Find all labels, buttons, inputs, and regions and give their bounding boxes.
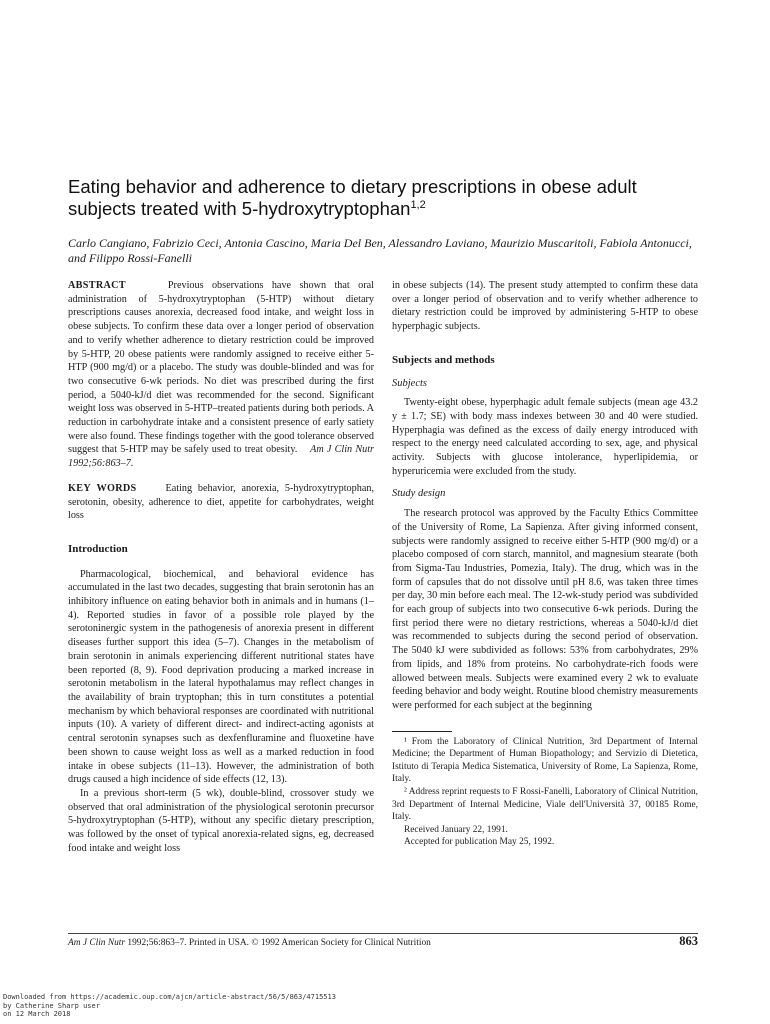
abstract-citation: Am J Clin Nutr 1992;56:863–7.	[68, 444, 375, 470]
footnote-2: ² Address reprint requests to F Rossi-Fanelli, Laboratory of Clinical Nutrition, 3rd Department of Internal Medicine, Viale dell'Università 37, 00185 Rome, Italy.	[392, 787, 698, 823]
introduction-paragraph-2-continued: in obese subjects (14). The present study attempted to confirm these data over a longer period of observation and to verify whether adherence to dietary restriction could be improved by administering 5-HTP to obese hyperphagic subjects.	[392, 280, 698, 333]
key-words-text: Eating behavior, anorexia, 5-hydroxytryptophan, serotonin, obesity, adherence to diet, appetite for carbohydrates, weight loss	[68, 482, 375, 522]
footer-citation	[68, 937, 568, 949]
author-list: Carlo Cangiano, Fabrizio Ceci, Antonia Cascino, Maria Del Ben, Alessandro Laviano, Maurizio Muscaritoli, Fabiola Antonucci, and Filippo Rossi-Fanelli	[68, 236, 692, 265]
article-title-text: Eating behavior and adherence to dietary prescriptions in obese adult subjects treated with 5-hydroxytryptophan	[68, 176, 637, 219]
title-footnote-marker: 1,2	[410, 198, 426, 211]
footer-rule	[68, 933, 698, 934]
study-design-paragraph: The research protocol was approved by the Faculty Ethics Committee of the University of Rome, La Sapienza. After giving informed consent, subjects were randomly assigned to receive either 5-HTP (900 mg/d) or a placebo composed of corn starch, mannitol, and magnesium stearate (both from Sigma-Tau Industries, Pomezia, Italy). The drug, which was in the form of capsules that do not dissolve until pH 8.6, was taken three times per day, 30 min before each meal. The 12-wk-study period was subdivided for each group of subjects into two consecutive 6-wk periods. During the first period there were no dietary restrictions, whereas a 5040-kJ/d diet was recommended to subjects during the second period of observation. The 5040 kJ were subdivided as follows: 53% from carbohydrates, 29% from lipids, and 18% from proteins. No carbohydrate-rich foods were allowed between meals. Subjects were examined every 2 wk to evaluate feeding behavior and body weight. Routine blood chemistry measurements were performed for each subject at the beginning	[392, 508, 698, 711]
study-design-subheading: Study design	[392, 488, 446, 500]
introduction-heading: Introduction	[68, 542, 128, 555]
key-words	[68, 482, 374, 523]
footer-journal-abbrev: Am J Clin Nutr	[68, 938, 126, 948]
left-column	[68, 279, 374, 855]
abstract-text: Previous observations have shown that oral administration of 5-hydroxytryptophan (5-HTP) without dietary prescriptions causes anorexia, decreased food intake, and weight loss in obese subjects. To confirm these data over a longer period of observation and to verify whether adherence to dietary restriction could be improved by 5-HTP, 20 obese patients were randomly assigned to receive either 5-HTP (900 mg/d) or a placebo. The study was double-blinded and was for two consecutive 6-wk periods. No diet was prescribed during the first period, a 5040-kJ/d diet was recommended for the second. Significant weight loss was observed in 5-HTP–treated patients during both periods. A reduction in carbohydrate intake and a consistent presence of early satiety were also found. These findings together with the good tolerance observed suggest that 5-HTP may be safely used to treat obesity.	[68, 280, 374, 456]
abstract-heading: ABSTRACT	[68, 280, 126, 291]
right-column	[392, 279, 698, 849]
accepted-date: Accepted for publication May 25, 1992.	[404, 837, 555, 848]
footnote-rule	[392, 731, 452, 732]
footnotes	[392, 731, 698, 849]
download-note-line-3: on 12 March 2018	[3, 1010, 71, 1019]
page-number: 863	[679, 934, 698, 948]
introduction-paragraph-1: Pharmacological, biochemical, and behavioral evidence has accumulated in the last two decades, suggesting that brain serotonin has an inhibitory influence on eating behavior both in animals and in humans (1–4). Reported studies in favor of a possible role played by the serotoninergic system in the pathogenesis of anorexia present in different diseases further support this idea (5–7). Changes in the metabolism of brain serotonin in animals experiencing different nutritional states have been reported (8, 9). Food deprivation producing a marked increase in serotonin metabolism in the lateral hypothalamus may reflect changes in the availability of brain tryptophan; this in turn constitutes a potential mechanism by which behavioral responses are coordinated with nutritional inputs (10). A variety of different direct- and indirect-acting agonists at central serotonin synapses such as dexfenfluramine and fluoxetine have been shown to cause weight loss as well as a marked reduction in food intake in obese subjects (11–13). However, the administration of both drugs caused a high incidence of side effects (12, 13).	[68, 568, 374, 786]
received-date: Received January 22, 1991.	[404, 824, 508, 835]
key-words-heading: KEY WORDS	[68, 482, 137, 494]
footer-citation-text: 1992;56:863–7. Printed in USA. © 1992 American Society for Clinical Nutrition	[125, 938, 431, 948]
methods-heading: Subjects and methods	[392, 353, 495, 366]
subjects-paragraph: Twenty-eight obese, hyperphagic adult female subjects (mean age 43.2 y ± 1.7; SE) with body mass indexes between 30 and 40 were studied. Hyperphagia was defined as the excess of daily energy introduced with respect to the energy need calculated according to sex, age, and physical activity. Subjects with glucose intolerance, hyperlipidemia, or hyperuricemia were excluded from the study.	[392, 397, 698, 477]
subjects-subheading: Subjects	[392, 377, 427, 389]
abstract	[68, 279, 374, 471]
footnote-1: ¹ From the Laboratory of Clinical Nutrition, 3rd Department of Internal Medicine; the Department of Human Biopathology; and Servizio di Dietetica, Istituto di Terapia Medica Sistematica, University of Rome, La Sapienza, Rome, Italy.	[392, 736, 698, 785]
download-note-line-2: by Catherine Sharp user	[3, 1001, 100, 1010]
download-note-line-1: Downloaded from https://academic.oup.com/ajcn/article-abstract/56/5/863/4715513	[3, 993, 336, 1001]
article-title	[68, 176, 708, 220]
download-watermark	[3, 993, 423, 1019]
introduction-paragraph-2: In a previous short-term (5 wk), double-blind, crossover study we observed that oral administration of the physiological serotonin precursor 5-hydroxytryptophan (5-HTP), without any specific dietary prescription, was followed by the onset of typical anorexia-related signs, eg, decreased food intake and weight loss	[68, 787, 374, 854]
